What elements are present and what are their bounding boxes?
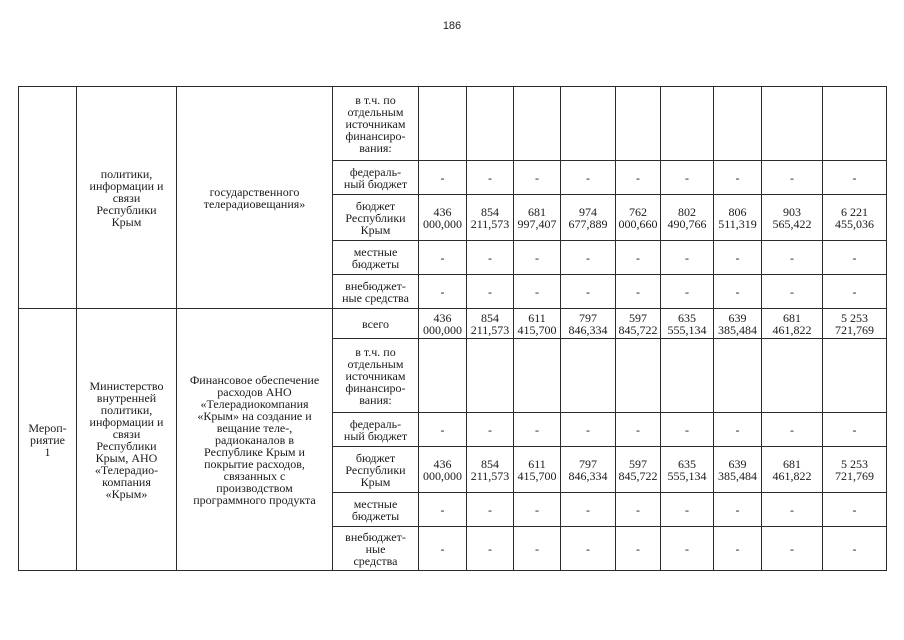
amount-value: 635: [678, 310, 696, 325]
funding-source-cell: [333, 195, 419, 241]
amount-cell: [616, 195, 661, 241]
funding-source-label: бюджет: [355, 450, 396, 465]
amount-value: -: [735, 250, 740, 265]
amount-cell: [561, 527, 616, 571]
activity-label: 1: [44, 444, 51, 459]
amount-value: -: [586, 502, 590, 517]
amount-value: -: [586, 541, 590, 556]
amount-value: 211,573: [470, 322, 510, 337]
amount-value: 639: [728, 310, 747, 325]
amount-cell: [561, 413, 616, 447]
amount-value: 436: [433, 204, 452, 219]
amount-cell: [823, 275, 887, 309]
amount-value: 854: [481, 456, 499, 471]
amount-value: -: [440, 541, 445, 556]
amount-value: 490,766: [667, 216, 707, 231]
amount-cell: [823, 493, 887, 527]
amount-value: 974: [579, 204, 597, 219]
amount-value: -: [440, 284, 445, 299]
amount-cell: [467, 493, 514, 527]
amount-cell: [467, 275, 514, 309]
activity-name-text: расходов АНО: [217, 384, 292, 399]
block1-activity-cell: [19, 87, 77, 309]
amount-cell: [714, 195, 762, 241]
activity-name-text: радиоканалов в: [214, 432, 294, 447]
amount-cell: [762, 87, 823, 161]
amount-value: 000,660: [618, 216, 658, 231]
amount-cell: [419, 275, 467, 309]
amount-cell: [823, 447, 887, 493]
funding-source-label: федераль-: [349, 164, 402, 179]
amount-cell: [661, 309, 714, 339]
amount-cell: [762, 527, 823, 571]
amount-cell: [616, 413, 661, 447]
amount-cell: [419, 493, 467, 527]
amount-cell: [661, 275, 714, 309]
funding-source-label: внебюджет-: [345, 278, 406, 293]
amount-cell: [714, 447, 762, 493]
funding-source-label: федераль-: [349, 416, 402, 431]
amount-value: 597: [629, 310, 647, 325]
amount-value: -: [636, 284, 640, 299]
amount-cell: [762, 241, 823, 275]
amount-value: -: [685, 541, 689, 556]
amount-cell: [823, 309, 887, 339]
amount-value: 5 253: [841, 310, 868, 325]
amount-value: 461,822: [772, 468, 812, 483]
funding-source-label: всего: [361, 316, 390, 331]
activity-name-text: Республике Крым и: [204, 444, 305, 459]
executor-text: Республики: [96, 202, 157, 217]
amount-cell: [419, 309, 467, 339]
amount-cell: [616, 447, 661, 493]
amount-cell: [661, 87, 714, 161]
amount-value: 854: [481, 310, 499, 325]
amount-cell: [823, 161, 887, 195]
executor-text: информации и: [89, 414, 164, 429]
amount-cell: [661, 527, 714, 571]
amount-cell: [514, 493, 561, 527]
funding-source-label: источникам: [345, 368, 406, 383]
amount-value: -: [790, 250, 794, 265]
amount-value: 681: [783, 310, 801, 325]
amount-value: 385,484: [718, 322, 757, 337]
block2-activity-cell: [19, 309, 77, 571]
amount-value: 000,000: [423, 216, 462, 231]
funding-source-label: ные средства: [342, 290, 409, 305]
funding-source-cell: [333, 493, 419, 527]
amount-value: -: [852, 422, 857, 437]
amount-cell: [714, 161, 762, 195]
amount-cell: [514, 241, 561, 275]
amount-value: -: [586, 422, 590, 437]
funding-source-label: внебюджет-: [345, 529, 406, 544]
funding-source-label: отдельным: [347, 356, 404, 371]
amount-value: -: [790, 422, 794, 437]
funding-source-label: Крым: [360, 222, 391, 237]
amount-value: 436: [433, 310, 452, 325]
amount-value: -: [488, 422, 492, 437]
amount-value: -: [488, 541, 492, 556]
amount-cell: [762, 161, 823, 195]
amount-cell: [467, 161, 514, 195]
funding-source-label: Крым: [360, 474, 391, 489]
funding-source-cell: [333, 309, 419, 339]
amount-cell: [616, 241, 661, 275]
amount-cell: [823, 527, 887, 571]
amount-value: 681: [528, 204, 546, 219]
amount-cell: [714, 275, 762, 309]
amount-value: 802: [678, 204, 696, 219]
executor-text: «Крым»: [105, 486, 148, 501]
amount-value: 611: [528, 310, 546, 325]
funding-source-label: бюджеты: [351, 508, 400, 523]
amount-value: 000,000: [423, 468, 462, 483]
funding-source-label: вания:: [359, 392, 392, 407]
block1-executor-cell: [77, 87, 177, 309]
amount-value: 611: [528, 456, 546, 471]
amount-cell: [467, 241, 514, 275]
amount-value: -: [488, 250, 492, 265]
amount-value: -: [790, 170, 794, 185]
activity-name-text: государственного: [209, 184, 300, 199]
amount-cell: [514, 309, 561, 339]
amount-cell: [561, 339, 616, 413]
executor-text: информации и: [89, 178, 164, 193]
amount-value: -: [586, 170, 590, 185]
amount-value: 6 221: [841, 204, 868, 219]
amount-value: -: [636, 502, 640, 517]
activity-name-text: телерадиовещания»: [203, 196, 306, 211]
amount-cell: [714, 87, 762, 161]
amount-value: -: [636, 170, 640, 185]
executor-text: Крым: [111, 214, 142, 229]
amount-value: -: [440, 250, 445, 265]
amount-value: -: [535, 422, 539, 437]
amount-cell: [616, 161, 661, 195]
activity-name-text: «Крым» на создание и: [197, 408, 312, 423]
funding-source-cell: [333, 339, 419, 413]
amount-cell: [514, 527, 561, 571]
amount-value: 511,319: [718, 216, 757, 231]
activity-name-text: Финансовое обеспечение: [189, 372, 320, 387]
amount-value: -: [586, 250, 590, 265]
executor-text: Крым, АНО: [95, 450, 158, 465]
amount-value: 635: [678, 456, 696, 471]
amount-cell: [561, 87, 616, 161]
activity-name-text: связанных с: [223, 468, 286, 483]
amount-value: -: [535, 541, 539, 556]
amount-value: 000,000: [423, 322, 462, 337]
amount-value: -: [790, 284, 794, 299]
funding-source-label: ные: [365, 541, 386, 556]
funding-source-label: ный бюджет: [343, 428, 408, 443]
amount-cell: [467, 87, 514, 161]
amount-value: -: [535, 170, 539, 185]
amount-value: 806: [728, 204, 747, 219]
amount-cell: [616, 339, 661, 413]
amount-value: -: [586, 284, 590, 299]
activity-name-text: программного продукта: [193, 492, 316, 507]
funding-source-cell: [333, 413, 419, 447]
amount-cell: [661, 413, 714, 447]
amount-cell: [714, 413, 762, 447]
amount-value: 565,422: [772, 216, 812, 231]
amount-cell: [762, 413, 823, 447]
amount-cell: [823, 413, 887, 447]
amount-value: 639: [728, 456, 747, 471]
amount-value: -: [440, 502, 445, 517]
amount-value: -: [852, 170, 857, 185]
amount-cell: [714, 241, 762, 275]
amount-cell: [467, 447, 514, 493]
block1-name-cell: [177, 87, 333, 309]
amount-cell: [561, 241, 616, 275]
amount-cell: [561, 195, 616, 241]
block2-name-cell: [177, 309, 333, 571]
funding-source-cell: [333, 275, 419, 309]
executor-text: компания: [102, 474, 151, 489]
amount-value: 211,573: [470, 468, 510, 483]
amount-value: 997,407: [517, 216, 557, 231]
amount-value: -: [735, 170, 740, 185]
amount-cell: [661, 447, 714, 493]
amount-value: -: [685, 284, 689, 299]
amount-cell: [762, 309, 823, 339]
amount-cell: [661, 493, 714, 527]
amount-cell: [561, 447, 616, 493]
funding-source-label: Республики: [345, 462, 406, 477]
funding-source-cell: [333, 241, 419, 275]
amount-cell: [616, 309, 661, 339]
amount-cell: [419, 339, 467, 413]
amount-cell: [714, 339, 762, 413]
amount-value: -: [735, 284, 740, 299]
amount-cell: [714, 309, 762, 339]
amount-value: -: [488, 502, 492, 517]
amount-value: 681: [783, 456, 801, 471]
amount-value: -: [685, 170, 689, 185]
amount-cell: [419, 87, 467, 161]
amount-value: -: [535, 284, 539, 299]
amount-value: 846,334: [568, 468, 608, 483]
funding-source-label: финансиро-: [345, 128, 406, 143]
amount-value: 903: [783, 204, 801, 219]
amount-value: -: [636, 541, 640, 556]
amount-value: -: [685, 502, 689, 517]
amount-value: -: [440, 170, 445, 185]
amount-cell: [514, 275, 561, 309]
amount-value: -: [488, 284, 492, 299]
amount-value: -: [735, 422, 740, 437]
amount-cell: [561, 309, 616, 339]
amount-cell: [762, 339, 823, 413]
table-row: [19, 309, 887, 339]
amount-cell: [561, 493, 616, 527]
amount-cell: [823, 241, 887, 275]
amount-cell: [661, 195, 714, 241]
budget-table: [18, 86, 887, 571]
funding-source-label: вания:: [359, 140, 392, 155]
executor-text: Республики: [96, 438, 157, 453]
amount-cell: [762, 195, 823, 241]
amount-cell: [467, 339, 514, 413]
amount-cell: [467, 309, 514, 339]
amount-cell: [661, 161, 714, 195]
amount-cell: [419, 413, 467, 447]
amount-cell: [823, 195, 887, 241]
amount-cell: [661, 339, 714, 413]
activity-label: Мероп-: [28, 420, 67, 435]
activity-name-text: покрытие расходов,: [204, 456, 305, 471]
table-row: [19, 87, 887, 161]
executor-text: политики,: [100, 402, 153, 417]
amount-cell: [419, 161, 467, 195]
amount-cell: [467, 413, 514, 447]
amount-cell: [616, 493, 661, 527]
funding-source-label: Республики: [345, 210, 406, 225]
block2-executor-cell: [77, 309, 177, 571]
amount-value: 597: [629, 456, 647, 471]
amount-value: 555,134: [667, 322, 707, 337]
amount-cell: [762, 447, 823, 493]
activity-name-text: вещание теле-,: [216, 420, 293, 435]
funding-source-label: финансиро-: [345, 380, 406, 395]
amount-value: -: [488, 170, 492, 185]
executor-text: связи: [112, 426, 141, 441]
funding-source-cell: [333, 87, 419, 161]
amount-cell: [762, 493, 823, 527]
amount-value: -: [852, 284, 857, 299]
amount-cell: [514, 87, 561, 161]
amount-value: 854: [481, 204, 499, 219]
budget-table-body: [19, 87, 887, 571]
amount-cell: [561, 275, 616, 309]
funding-source-label: в т.ч. по: [355, 344, 396, 359]
amount-cell: [661, 241, 714, 275]
funding-source-cell: [333, 161, 419, 195]
amount-cell: [514, 161, 561, 195]
amount-value: -: [535, 502, 539, 517]
amount-cell: [467, 527, 514, 571]
amount-value: 5 253: [841, 456, 868, 471]
amount-cell: [514, 195, 561, 241]
executor-text: связи: [112, 190, 141, 205]
funding-source-label: местные: [353, 244, 398, 259]
funding-source-label: бюджеты: [351, 256, 400, 271]
amount-value: -: [852, 541, 857, 556]
page-number: 186: [442, 20, 462, 32]
amount-value: 455,036: [835, 216, 874, 231]
amount-cell: [419, 527, 467, 571]
amount-value: -: [852, 250, 857, 265]
amount-value: 762: [629, 204, 647, 219]
amount-value: 797: [579, 310, 597, 325]
amount-value: -: [735, 502, 740, 517]
amount-value: -: [685, 422, 689, 437]
activity-name-text: производством: [216, 480, 293, 495]
amount-value: 415,700: [517, 468, 557, 483]
amount-value: 845,722: [618, 322, 658, 337]
amount-value: 436: [433, 456, 452, 471]
amount-value: -: [440, 422, 445, 437]
amount-cell: [616, 527, 661, 571]
amount-value: -: [790, 502, 794, 517]
amount-cell: [823, 87, 887, 161]
funding-source-label: местные: [353, 496, 398, 511]
amount-value: -: [735, 541, 740, 556]
amount-cell: [823, 339, 887, 413]
amount-cell: [419, 241, 467, 275]
amount-value: 461,822: [772, 322, 812, 337]
amount-cell: [616, 275, 661, 309]
amount-value: -: [535, 250, 539, 265]
amount-cell: [419, 195, 467, 241]
activity-label: риятие: [30, 432, 65, 447]
amount-cell: [714, 493, 762, 527]
amount-cell: [514, 339, 561, 413]
amount-value: 846,334: [568, 322, 608, 337]
amount-value: 555,134: [667, 468, 707, 483]
executor-text: внутренней: [96, 390, 157, 405]
amount-value: 845,722: [618, 468, 658, 483]
funding-source-label: бюджет: [355, 198, 396, 213]
funding-source-label: ный бюджет: [343, 176, 408, 191]
amount-value: 211,573: [470, 216, 510, 231]
funding-source-label: источникам: [345, 116, 406, 131]
amount-value: -: [636, 422, 640, 437]
amount-cell: [467, 195, 514, 241]
executor-text: Министерство: [89, 378, 164, 393]
amount-cell: [762, 275, 823, 309]
amount-cell: [419, 447, 467, 493]
amount-value: -: [685, 250, 689, 265]
amount-value: 677,889: [568, 216, 608, 231]
amount-value: -: [790, 541, 794, 556]
funding-source-label: отдельным: [347, 104, 404, 119]
activity-name-text: «Телерадиокомпания: [200, 396, 309, 411]
funding-source-cell: [333, 527, 419, 571]
amount-cell: [514, 413, 561, 447]
amount-value: -: [852, 502, 857, 517]
amount-value: 385,484: [718, 468, 757, 483]
amount-value: 721,769: [835, 322, 874, 337]
amount-value: -: [636, 250, 640, 265]
executor-text: политики,: [100, 166, 153, 181]
funding-source-label: в т.ч. по: [355, 92, 396, 107]
executor-text: «Телерадио-: [94, 462, 159, 477]
funding-source-label: средства: [353, 553, 398, 568]
amount-value: 721,769: [835, 468, 874, 483]
funding-source-cell: [333, 447, 419, 493]
amount-cell: [616, 87, 661, 161]
amount-cell: [561, 161, 616, 195]
amount-value: 415,700: [517, 322, 557, 337]
amount-cell: [714, 527, 762, 571]
amount-cell: [514, 447, 561, 493]
amount-value: 797: [579, 456, 597, 471]
